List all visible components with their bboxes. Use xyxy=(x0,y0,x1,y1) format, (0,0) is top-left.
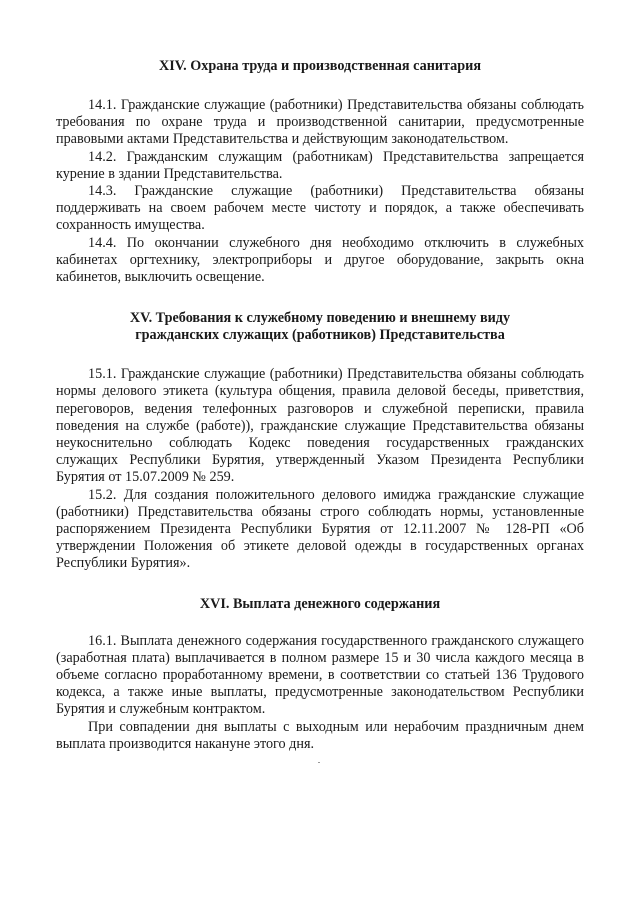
paragraph-14-3: 14.3. Гражданские служащие (работники) Представительства обязаны поддерживать на своем рабочем месте чистоту и порядок, а также обеспечивать сохранность имущества. xyxy=(56,183,584,234)
section-title: XVI. Выплата денежного содержания xyxy=(199,595,441,612)
section-xiv xyxy=(56,58,584,286)
paragraph-14-4: 14.4. По окончании служебного дня необходимо отключить в служебных кабинетах оргтехнику, электроприборы и другое оборудование, закрыть окна кабинетов, выключить освещение. xyxy=(56,234,584,286)
paragraph-14-2: 14.2. Гражданским служащим (работникам) Представительства запрещается курение в здании Представительства. xyxy=(56,148,584,182)
paragraph-15-2: 15.2. Для создания положительного делового имиджа гражданские служащие (работники) Представительства обязаны строго соблюдать нормы, установленные распоряжением Президента Республики Бурятия от 12.11.2007 № 128-РП «Об утверждении Положения об этикете деловой одежды в государственных органах Республики Бурятия». xyxy=(56,486,584,572)
section-title-line-1: XV. Требования к служебному поведению и внешнему виду xyxy=(129,310,511,327)
scan-speck xyxy=(318,762,320,763)
paragraph-16-2: При совпадении дня выплаты с выходным или нерабочим праздничным днем выплата производится накануне этого дня. xyxy=(56,718,584,752)
paragraph-16-1: 16.1. Выплата денежного содержания государственного гражданского служащего (заработная плата) выплачивается в полном размере 15 и 30 числа каждого месяца в объеме согласно проработанному времени, в соответствии со статьей 136 Трудового кодекса, а также иные выплаты, предусмотренные законодательством Республики Бурятия и служебным контрактом. xyxy=(56,632,584,718)
section-title xyxy=(56,310,584,344)
paragraph-15-1: 15.1. Гражданские служащие (работники) Представительства обязаны соблюдать нормы делового этикета (культура общения, правила деловой беседы, приветствия, переговоров, ведения телефонных разговоров и служебной переписки, правила поведения на службе (работе)), гражданские служащие Представительства обязаны неукоснительно соблюдать Кодекс поведения государственных гражданских служащих Республики Бурятия, утвержденный Указом Президента Республики Бурятия от 15.07.2009 № 259. xyxy=(56,366,584,486)
section-xv xyxy=(56,310,584,572)
section-title: XIV. Охрана труда и производственная санитария xyxy=(158,58,482,74)
section-title-line-2: гражданских служащих (работников) Представительства xyxy=(135,327,505,344)
section-xvi xyxy=(56,596,584,753)
paragraph-14-1: 14.1. Гражданские служащие (работники) Представительства обязаны соблюдать требования по охране труда и производственной санитарии, предусмотренные правовыми актами Представительства и действующим законодательством. xyxy=(56,97,584,148)
